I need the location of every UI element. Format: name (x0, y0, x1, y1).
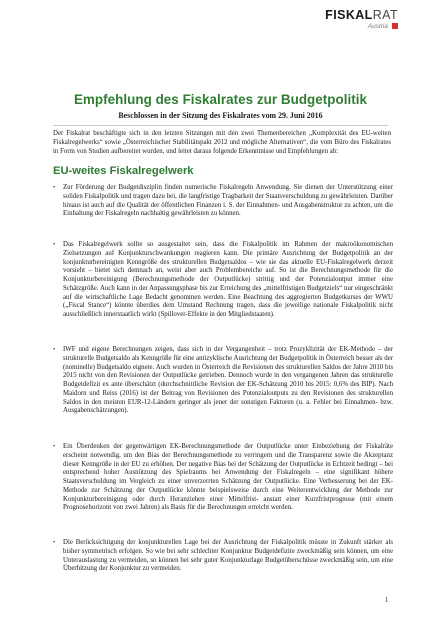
bullet-icon: • (53, 443, 56, 450)
bullet-text: IWF und eigene Berechnungen zeigen, dass sich in der Vergangenheit – trotz Prozyklizität der EK-Methode – der strukturelle Budgetsaldo als Kenngröße für eine antizyklische Ausrichtung der Budgetpolitik in Österreich besser als der (nominelle) Budgetsaldo eignete. Auch wurden in Österreich die Revisionen des strukturellen Saldos der Jahre 2010 bis 2015 nicht von den Revisionen der Outputlücke getrieben. Dennoch wurde in den vergangenen Jahren das strukturelle Budgetdefizit ex ante überschätzt (durchschnittliche Revision der EK-Schätzung 2010 bis 2015: 0,6% des BIP). Nach Maidorn und Reiss (2016) ist der Beitrag von Revisionen des Potenzialoutputs zu den Revisionen des strukturellen Saldos in den meisten EUR-12-Ländern geringer als jener der sonstigen Faktoren (u. a. Fehler bei Einnahmen- bzw. Ausgabenschätzungen). (63, 346, 393, 415)
intro-text: Der Fiskalrat beschäftigte sich in den letzten Sitzungen mit den zwei Themenbereichen „Komplexität des EU-weiten Fiskalregelwerks“ sowie „Österreichischer Stabilitätspakt 2012 und mögliche Alternativen“, die vom Büro des Fiskalrates in Form von Studien aufbereitet wurden, und leitet daraus folgende Erkenntnisse und Empfehlungen ab: (53, 130, 391, 155)
bullet-item (53, 443, 393, 513)
bullet-item (53, 184, 393, 219)
bullet-item (53, 346, 393, 416)
bullet-text: Das Fiskalregelwerk sollte so ausgestaltet sein, dass die Fiskalpolitik im Rahmen der makroökonomischen Zielsetzungen auf Konjunkturschwankungen reagieren kann. Die primäre Ausrichtung der Budgetpolitik an der konjunkturbereinigten Kenngröße des strukturellen Budgetsaldos – wie sie das aktuelle EU-Fiskalregelwerk derzeit vorsieht – bietet sich demnach an, weist aber auch Problembereiche auf. So ist die Berechnungsmethode für die Konjunkturbereinigung (Berechnungsmethode der Outputlücke) strittig und der Potenzialoutput immer eine Schätzgröße. Auch kann in der Anpassungsphase bis zur Erreichung des „mittelfristigen Budgetziels“ nur eingeschränkt auf die wirtschaftliche Lage Bedacht genommen werden. Eine Beachtung des aggregierten Budgetkurses der WWU („Fiscal Stance“) könnte überdies dem Umstand Rechnung tragen, dass die jeweilige nationale Fiskalpolitik nicht ausschließlich innerstaatlich wirkt (Spillover-Effekte in den Mitgliedstaaten). (63, 241, 393, 318)
intro-paragraph (53, 130, 391, 156)
logo-wordmark: FISKALRAT (325, 8, 398, 22)
bullet-icon: • (53, 539, 56, 546)
fiskalrat-logo (325, 9, 398, 31)
logo-country: Austria (367, 23, 388, 30)
title-divider (53, 125, 388, 126)
section-heading: EU-weites Fiskalregelwerk (53, 165, 194, 177)
page-number: 1 (385, 597, 389, 604)
logo-square-icon (392, 23, 398, 29)
bullet-icon: • (53, 346, 56, 353)
bullet-item (53, 241, 393, 320)
bullet-text: Ein Überdenken der gegenwärtigen EK-Berechnungsmethode der Outputlücke unter Einbeziehung der Fiskalräte erscheint notwendig, um den Bias der Berechnungsmethode zu verringern und die Transparenz sowie die Akzeptanz dieser Kenngröße in der EU zu erhöhen. Der negative Bias bei der Schätzung der Outputlücke in Echtzeit bedingt – bei entsprechend hoher Ausnützung des Spielraums bei Anwendung der Fiskalregeln – eine signifikant höhere Staatsverschuldung im Vergleich zu einer unverzerrten Schätzung der Outputlücke. Eine Verbesserung bei der EK-Methode zur Schätzung der Outputlücke könnte beispielsweise durch eine Weiterentwicklung der Methode zur Konjunkturbereinigung oder durch Heranziehen einer Mittelfrist- anstatt einer Kurzfristprognose (mit einem Prognosehorizont von zwei Jahren) als Basis für die Berechnungen erreicht werden. (63, 443, 393, 512)
bullet-icon: • (53, 241, 56, 248)
page-subtitle: Beschlossen in der Sitzung des Fiskalrates vom 29. Juni 2016 (118, 111, 323, 120)
bullet-item (53, 539, 393, 574)
page-title: Empfehlung des Fiskalrates zur Budgetpolitik (73, 92, 368, 107)
bullet-icon: • (53, 184, 56, 191)
bullet-text: Die Berücksichtigung der konjunkturellen Lage bei der Ausrichtung der Fiskalpolitik müsste in Zukunft stärker als bisher symmetrisch erfolgen. So wie bei sehr schlechter Konjunktur Budgetdefizite zweckmäßig sein können, um eine Unterauslastung zu vermeiden, so können bei sehr guter Konjunkturlage Budgetüberschüsse zweckmäßig sein, um eine Überhitzung der Konjunktur zu vermeiden. (63, 539, 393, 573)
bullet-text: Zur Förderung der Budgetdisziplin finden numerische Fiskalregeln Anwendung. Sie dienen der Unterstützung einer soliden Fiskalpolitik und tragen dazu bei, die langfristige Tragbarkeit der Staatsverschuldung zu gewährleisten. Darüber hinaus ist auch auf die Qualität der öffentlichen Finanzen i. S. der Einnahmen- und Ausgabenstruktur zu achten, um die Einhaltung der Fiskalregeln nachhaltig gewährleisten zu können. (63, 184, 393, 218)
